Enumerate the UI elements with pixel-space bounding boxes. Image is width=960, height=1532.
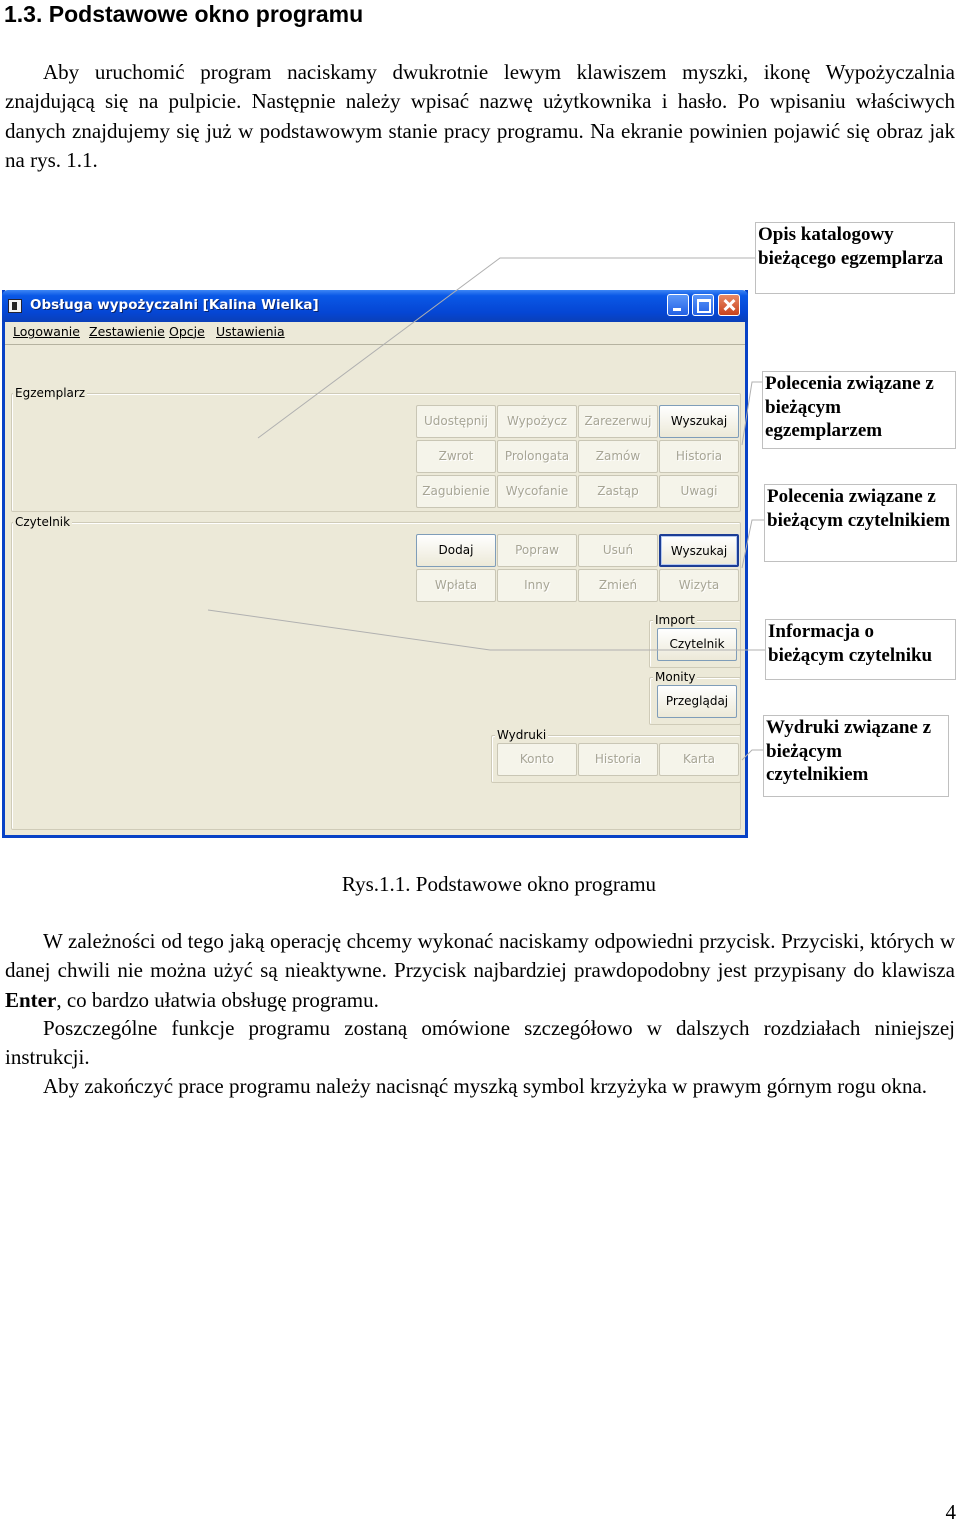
zarezerwuj-button[interactable]: Zarezerwuj (578, 405, 658, 438)
czytelnik-label: Czytelnik (15, 515, 71, 529)
usun-button[interactable]: Usuń (578, 534, 658, 567)
wplata-button[interactable]: Wpłata (416, 569, 496, 602)
inny-button[interactable]: Inny (497, 569, 577, 602)
minimize-icon[interactable] (667, 294, 689, 316)
dodaj-button[interactable]: Dodaj (416, 534, 496, 567)
wyszukaj-czytelnik-button[interactable]: Wyszukaj (659, 534, 739, 567)
menu-bar (5, 322, 745, 345)
udostepnij-button[interactable]: Udostępnij (416, 405, 496, 438)
zwrot-button[interactable]: Zwrot (416, 440, 496, 473)
callout-opis-katalogowy: Opis katalogowy bieżącego egzemplarza (755, 222, 955, 294)
karta-button[interactable]: Karta (659, 743, 739, 776)
page-number: 4 (945, 1500, 956, 1524)
monity-label: Monity (655, 670, 696, 684)
callout-informacja-czytelnik: Informacja o bieżącym czytelniku (765, 619, 956, 680)
enter-key-label: Enter (5, 987, 57, 1012)
body-paragraph-2: Poszczególne funkcje programu zostaną omówione szczegółowo w dalszych rozdziałach niniejszej instrukcji. (5, 1016, 955, 1070)
section-heading: 1.3. Podstawowe okno programu (4, 1, 364, 27)
window-title: Obsługa wypożyczalni [Kalina Wielka] (30, 297, 319, 313)
app-window-screenshot (2, 290, 748, 838)
wycofanie-button[interactable]: Wycofanie (497, 475, 577, 508)
callout-polecenia-czytelnik: Polecenia związane z bieżącym czytelnikiem (764, 484, 957, 562)
wizyta-button[interactable]: Wizyta (659, 569, 739, 602)
import-label: Import (655, 613, 695, 627)
body-paragraph-1-end: , co bardzo ułatwia obsługę programu. (56, 987, 379, 1012)
intro-paragraph: Aby uruchomić program naciskamy dwukrotnie lewym klawiszem myszki, ikonę Wypożyczalnia znajdującą się na pulpicie. Następnie należy wpisać nazwę użytkownika i hasło. Po wpisaniu właściwych danych znajdujemy się już w podstawowym stanie pracy programu. Na ekranie powinien pojawić się obraz jak na rys. 1.1. (5, 60, 955, 172)
wydruki-label: Wydruki (497, 728, 547, 742)
zagubienie-button[interactable]: Zagubienie (416, 475, 496, 508)
menu-opcje[interactable]: Opcje (169, 324, 205, 339)
app-icon (8, 299, 22, 313)
popraw-button[interactable]: Popraw (497, 534, 577, 567)
figure-caption: Rys.1.1. Podstawowe okno programu (341, 872, 657, 896)
prolongata-button[interactable]: Prolongata (497, 440, 577, 473)
close-icon[interactable] (718, 294, 740, 316)
body-paragraph-1-text: W zależności od tego jaką operację chcemy wykonać naciskamy odpowiedni przycisk. Przyciski, których w danej chwili nie można użyć są nieaktywne. Przycisk najbardziej prawdopodobny jest przypisany do klawisza (5, 929, 955, 983)
uwagi-button[interactable]: Uwagi (659, 475, 739, 508)
body-paragraph-1 (5, 927, 955, 1015)
window-titlebar (2, 290, 748, 322)
historia-wydruki-button[interactable]: Historia (578, 743, 658, 776)
maximize-icon[interactable] (692, 294, 714, 316)
czytelnik-import-button[interactable]: Czytelnik (657, 628, 737, 661)
wyszukaj-egzemplarz-button[interactable]: Wyszukaj (659, 405, 739, 438)
callout-polecenia-egzemplarz: Polecenia związane z bieżącym egzemplarzem (762, 371, 956, 449)
konto-button[interactable]: Konto (497, 743, 577, 776)
wypozycz-button[interactable]: Wypożycz (497, 405, 577, 438)
menu-logowanie[interactable]: Logowanie (13, 324, 80, 339)
historia-egzemplarz-button[interactable]: Historia (659, 440, 739, 473)
callout-wydruki: Wydruki związane z bieżącym czytelnikiem (763, 715, 949, 797)
przegladaj-button[interactable]: Przeglądaj (657, 685, 737, 718)
body-paragraph-3: Aby zakończyć prace programu należy nacisnąć myszką symbol krzyżyka w prawym górnym rogu okna. (43, 1074, 928, 1098)
menu-zestawienie[interactable]: Zestawienie (89, 324, 165, 339)
zastap-button[interactable]: Zastąp (578, 475, 658, 508)
menu-ustawienia[interactable]: Ustawienia (216, 324, 285, 339)
zamow-button[interactable]: Zamów (578, 440, 658, 473)
zmien-button[interactable]: Zmień (578, 569, 658, 602)
egzemplarz-label: Egzemplarz (15, 386, 86, 400)
